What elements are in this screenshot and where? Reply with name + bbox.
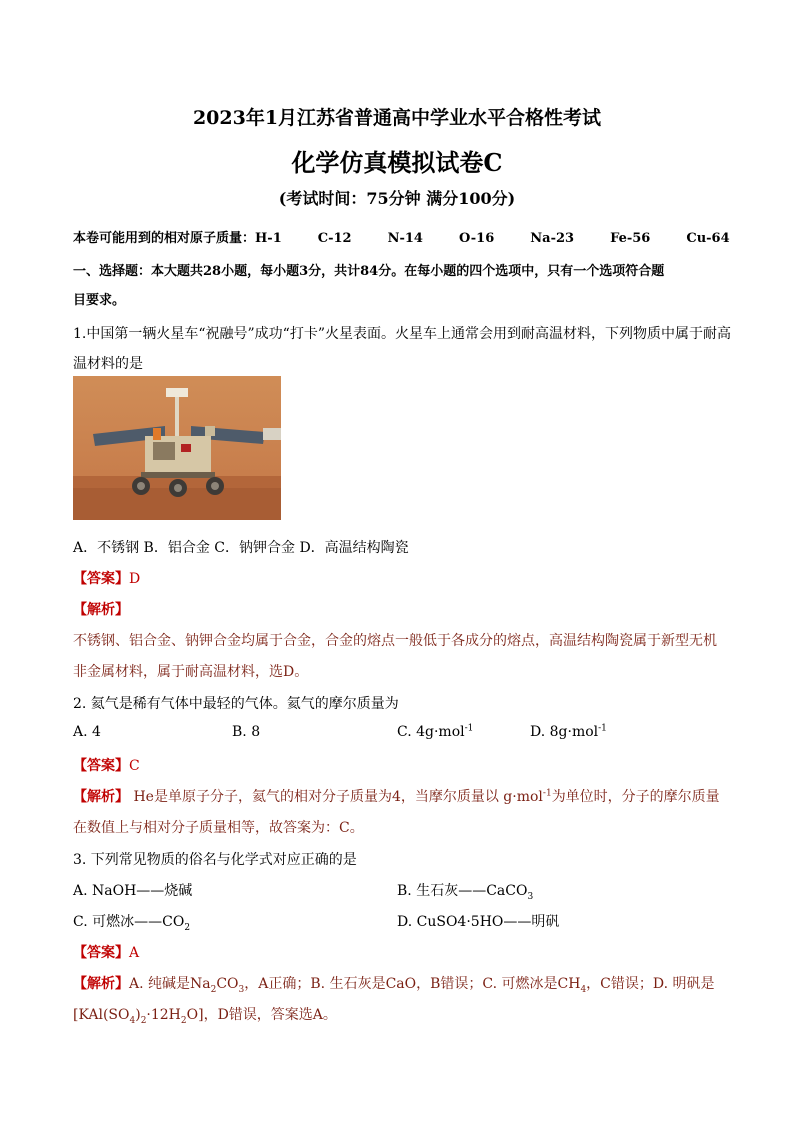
q2-analysis-cont: 在数值上与相对分子质量相等，故答案为：C。 [73, 820, 364, 836]
q2-analysis: 【解析】 He是单原子分子，氦气的相对分子质量为4，当摩尔质量以 g·mol$^{-1}$为单位时，分子的摩尔质量 [73, 788, 720, 805]
atomic-masses [73, 227, 766, 246]
atomic-mass: N-14 [387, 231, 423, 246]
q3-option-a: A. NaOH——烧碱 [73, 883, 193, 899]
answer-label: 【答案】 [73, 758, 129, 774]
q3-answer [73, 942, 139, 962]
answer-label: 【答案】 [73, 571, 129, 587]
mars-rover-image [73, 376, 281, 520]
q3-stem: 3. 下列常见物质的俗名与化学式对应正确的是 [73, 852, 357, 868]
atomic-mass: Cu-64 [686, 231, 730, 246]
q1-analysis: 不锈钢、铝合金、钠钾合金均属于合金，合金的熔点一般低于各成分的熔点，高温结构陶瓷属于新型无机 [73, 633, 717, 649]
answer-value: D [129, 571, 141, 587]
q2-option-c: C. 4g·mol$^{-1}$ [397, 723, 474, 740]
analysis-label: 【解析】 [73, 976, 129, 992]
q1-stem: 1.中国第一辆火星车“祝融号”成功“打卡”火星表面。火星车上通常会用到耐高温材料，下列物质中属于耐高 [73, 326, 731, 342]
answer-value: C [129, 758, 140, 774]
q3-option-b: B. 生石灰——CaCO$_3$ [397, 883, 534, 902]
atomic-mass: C-12 [317, 231, 352, 246]
atomic-mass: Na-23 [530, 231, 575, 246]
q3-option-d: D. CuSO4·5HO——明矾 [397, 914, 560, 930]
atomic-mass: O-16 [458, 231, 495, 246]
answer-value: A [129, 945, 140, 961]
q1-stem-cont: 温材料的是 [73, 356, 143, 372]
answer-label: 【答案】 [73, 945, 129, 961]
q2-option-d: D. 8g·mol$^{-1}$ [530, 723, 607, 740]
q1-options: A．不锈钢 B．铝合金 C．钠钾合金 D．高温结构陶瓷 [73, 540, 409, 556]
q2-option-b: B. 8 [232, 724, 261, 740]
q1-analysis-cont: 非金属材料，属于耐高温材料，选D。 [73, 664, 309, 680]
q2-stem: 2. 氦气是稀有气体中最轻的气体。氦气的摩尔质量为 [73, 696, 399, 712]
q3-analysis-cont: $[KAl(SO_4)_2\cdot 12H_2O]$，D错误，答案选A。 [73, 1007, 337, 1026]
analysis-label: 【解析】 [73, 789, 129, 805]
atomic-masses-label: 本卷可能用到的相对原子质量： [73, 231, 256, 246]
paper-title: 化学仿真模拟试卷C [291, 148, 503, 177]
section-instructions-cont: 目要求。 [73, 293, 126, 308]
section-instructions: 一、选择题：本大题共28小题，每小题3分，共计84分。在每小题的四个选项中，只有一个选项符合题 [73, 264, 665, 279]
atomic-mass: Fe-56 [610, 231, 651, 246]
q3-option-c: C. 可燃冰$——CO_2$ [73, 914, 191, 933]
exam-time-score: (考试时间：75分钟 满分100分) [278, 189, 516, 208]
atomic-mass: H-1 [255, 231, 282, 246]
q3-analysis: 【解析】A. 纯碱是$Na_2CO_3$，A正确；B. 生石灰是CaO，B错误；C. 可燃冰是$CH_4$，C错误；D. 明矾是 [73, 976, 715, 995]
q2-option-a: A. 4 [73, 724, 101, 740]
exam-title: 2023年1月江苏省普通高中学业水平合格性考试 [192, 107, 602, 129]
q1-analysis-label: 【解析】 [73, 602, 129, 618]
q1-answer [73, 568, 140, 588]
q2-answer [73, 755, 140, 775]
